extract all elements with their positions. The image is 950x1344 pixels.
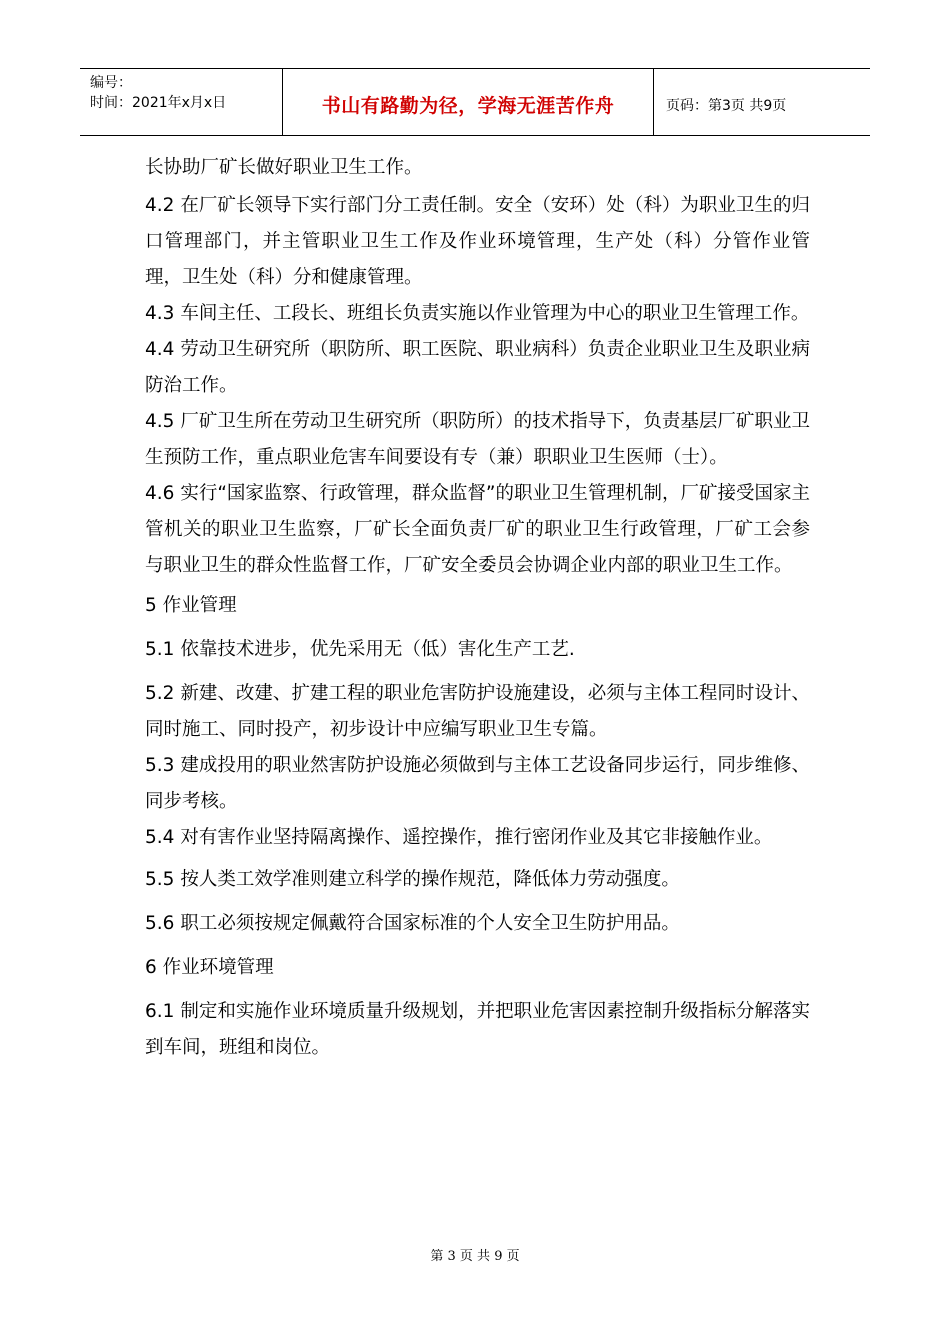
paragraph-text: 实行“国家监察、行政管理，群众监督”的职业卫生管理机制，厂矿接受国家主管机关的职业卫生监察，厂矿长全面负责厂矿的职业卫生行政管理，厂矿工会参与职业卫生的群众性监督工作，厂矿安全委员会协调企业内部的职业卫生工作。: [145, 483, 810, 576]
paragraph-text: 车间主任、工段长、班组长负责实施以作业管理为中心的职业卫生管理工作。: [180, 303, 810, 324]
paragraph-text: 新建、改建、扩建工程的职业危害防护设施建设，必须与主体工程同时设计、同时施工、同时投产，初步设计中应编写职业卫生专篇。: [145, 683, 810, 740]
paragraph: [145, 188, 810, 296]
page-header: [80, 68, 870, 136]
header-page-info-cell: [654, 72, 870, 138]
paragraph: [145, 150, 810, 186]
section-number: 5: [145, 595, 157, 616]
section-number: 5.1: [145, 639, 175, 660]
paragraph: [145, 820, 810, 856]
paragraph-text: 在厂矿长领导下实行部门分工责任制。安全（安环）处（科）为职业卫生的归口管理部门，并主管职业卫生工作及作业环境管理，生产处（科）分管作业管理，卫生处（科）分和健康管理。: [145, 195, 810, 288]
paragraph: [145, 906, 810, 942]
document-body: [145, 150, 810, 1066]
document-time-label: 时间：2021年x月x日: [90, 95, 227, 111]
section-number: 5.6: [145, 913, 175, 934]
section-heading: [145, 950, 810, 986]
paragraph-text: 建成投用的职业然害防护设施必须做到与主体工艺设备同步运行，同步维修、同步考核。: [145, 755, 810, 812]
paragraph: [145, 332, 810, 404]
header-motto: 书山有路勤为径，学海无涯苦作舟: [321, 94, 615, 117]
section-heading: [145, 588, 810, 624]
paragraph: [145, 404, 810, 476]
section-number: 6: [145, 957, 157, 978]
paragraph: [145, 862, 810, 898]
paragraph-text: 依靠技术进步，优先采用无（低）害化生产工艺.: [180, 639, 575, 660]
section-number: 4.3: [145, 303, 175, 324]
paragraph-text: 对有害作业坚持隔离操作、遥控操作，推行密闭作业及其它非接触作业。: [180, 827, 773, 848]
section-heading-text: 作业管理: [162, 595, 237, 616]
paragraph: [145, 748, 810, 820]
paragraph-text: 制定和实施作业环境质量升级规划，并把职业危害因素控制升级指标分解落实到车间，班组和岗位。: [145, 1001, 810, 1058]
footer-page-number: 第 3 页 共 9 页: [430, 1249, 520, 1264]
header-page-info: 页码：第3页 共9页: [666, 98, 787, 114]
paragraph-text: 劳动卫生研究所（职防所、职工医院、职业病科）负责企业职业卫生及职业病防治工作。: [145, 339, 810, 396]
section-number: 4.6: [145, 483, 175, 504]
paragraph: [145, 994, 810, 1066]
section-number: 4.4: [145, 339, 175, 360]
paragraph-text: 职工必须按规定佩戴符合国家标准的个人安全卫生防护用品。: [180, 913, 680, 934]
section-number: 5.5: [145, 869, 175, 890]
section-number: 4.2: [145, 195, 175, 216]
section-number: 5.2: [145, 683, 175, 704]
paragraph-text: 长协助厂矿长做好职业卫生工作。: [145, 157, 423, 178]
section-number: 5.3: [145, 755, 175, 776]
paragraph: [145, 676, 810, 748]
section-heading-text: 作业环境管理: [162, 957, 274, 978]
header-motto-cell: [282, 69, 654, 135]
paragraph: [145, 476, 810, 584]
section-number: 5.4: [145, 827, 175, 848]
section-number: 4.5: [145, 411, 175, 432]
document-number-label: 编号：: [90, 75, 132, 91]
paragraph: [145, 296, 810, 332]
section-number: 6.1: [145, 1001, 175, 1022]
header-left-cell: [80, 69, 282, 135]
paragraph-text: 厂矿卫生所在劳动卫生研究所（职防所）的技术指导下，负责基层厂矿职业卫生预防工作，重点职业危害车间要设有专（兼）职职业卫生医师（士）。: [145, 411, 810, 468]
paragraph: [145, 632, 810, 668]
paragraph-text: 按人类工效学准则建立科学的操作规范，降低体力劳动强度。: [180, 869, 680, 890]
page-footer: [0, 1245, 950, 1264]
